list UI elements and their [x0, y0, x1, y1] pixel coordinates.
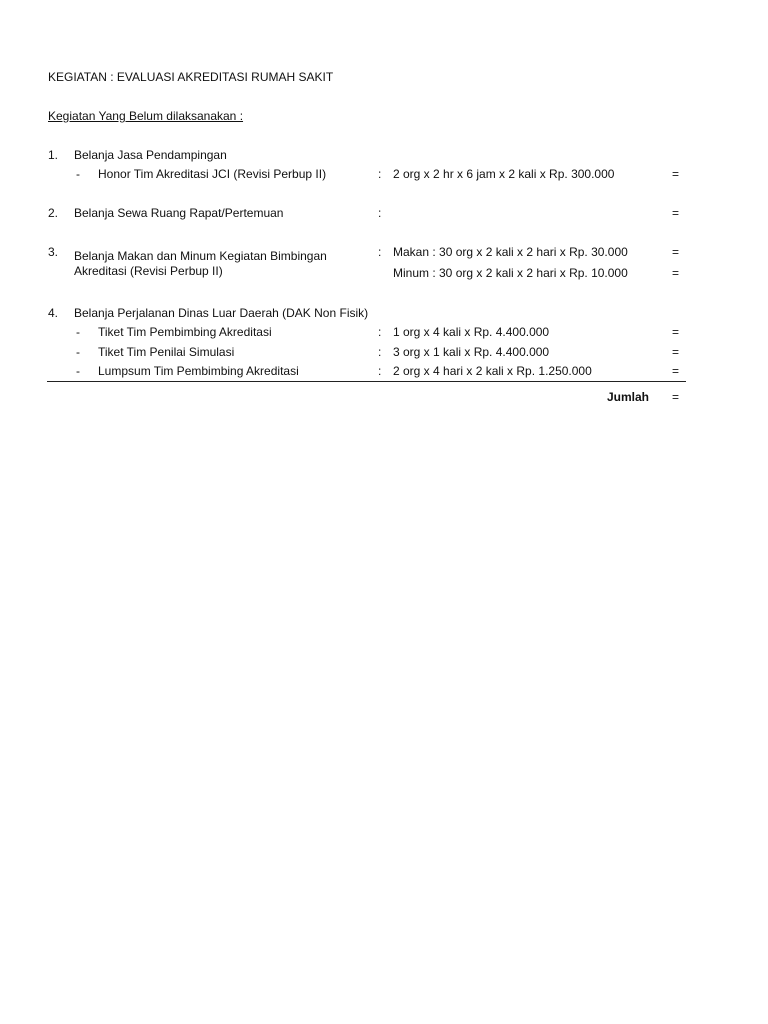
cost-calculation: 3 org x 1 kali x Rp. 4.400.000 — [393, 345, 550, 359]
sub-item-dash: - — [76, 167, 80, 181]
sub-item-label: Lumpsum Tim Pembimbing Akreditasi — [98, 364, 299, 378]
sub-item-label: Tiket Tim Penilai Simulasi — [98, 345, 235, 359]
cost-calculation: 2 org x 2 hr x 6 jam x 2 kali x Rp. 300.000 — [393, 167, 615, 181]
item-label: Belanja Jasa Pendampingan — [74, 148, 227, 162]
equals-sign: = — [672, 167, 680, 181]
item-number: 3. — [48, 245, 59, 259]
equals-sign: = — [672, 364, 680, 378]
cost-calculation: 1 org x 4 kali x Rp. 4.400.000 — [393, 325, 550, 339]
colon-separator: : — [378, 206, 382, 220]
colon-separator: : — [378, 325, 382, 339]
total-equals-sign: = — [672, 390, 680, 404]
sub-item-dash: - — [76, 364, 80, 378]
total-label: Jumlah — [607, 390, 650, 404]
cost-calculation: 2 org x 4 hari x 2 kali x Rp. 1.250.000 — [393, 364, 592, 378]
item-number: 1. — [48, 148, 59, 162]
colon-separator: : — [378, 167, 382, 181]
equals-sign: = — [672, 345, 680, 359]
total-divider-line — [47, 381, 686, 382]
colon-separator: : — [378, 364, 382, 378]
sub-item-dash: - — [76, 345, 80, 359]
cost-calculation: Minum : 30 org x 2 kali x 2 hari x Rp. 10.000 — [393, 266, 628, 280]
sub-item-label: Tiket Tim Pembimbing Akreditasi — [98, 325, 272, 339]
document-title: KEGIATAN : EVALUASI AKREDITASI RUMAH SAKIT — [48, 70, 334, 84]
sub-item-dash: - — [76, 325, 80, 339]
equals-sign: = — [672, 245, 680, 259]
equals-sign: = — [672, 325, 680, 339]
equals-sign: = — [672, 206, 680, 220]
item-label: Belanja Makan dan Minum Kegiatan Bimbingan Akreditasi (Revisi Perbup II) — [74, 249, 327, 278]
item-label: Belanja Perjalanan Dinas Luar Daerah (DAK Non Fisik) — [74, 306, 369, 320]
item-number: 2. — [48, 206, 59, 220]
sub-item-label: Honor Tim Akreditasi JCI (Revisi Perbup II) — [98, 167, 327, 181]
item-number: 4. — [48, 306, 59, 320]
item-label: Belanja Sewa Ruang Rapat/Pertemuan — [74, 206, 284, 220]
cost-calculation: Makan : 30 org x 2 kali x 2 hari x Rp. 30.000 — [393, 245, 628, 259]
colon-separator: : — [378, 345, 382, 359]
equals-sign: = — [672, 266, 680, 280]
section-heading: Kegiatan Yang Belum dilaksanakan : — [48, 109, 244, 123]
colon-separator: : — [378, 245, 382, 259]
